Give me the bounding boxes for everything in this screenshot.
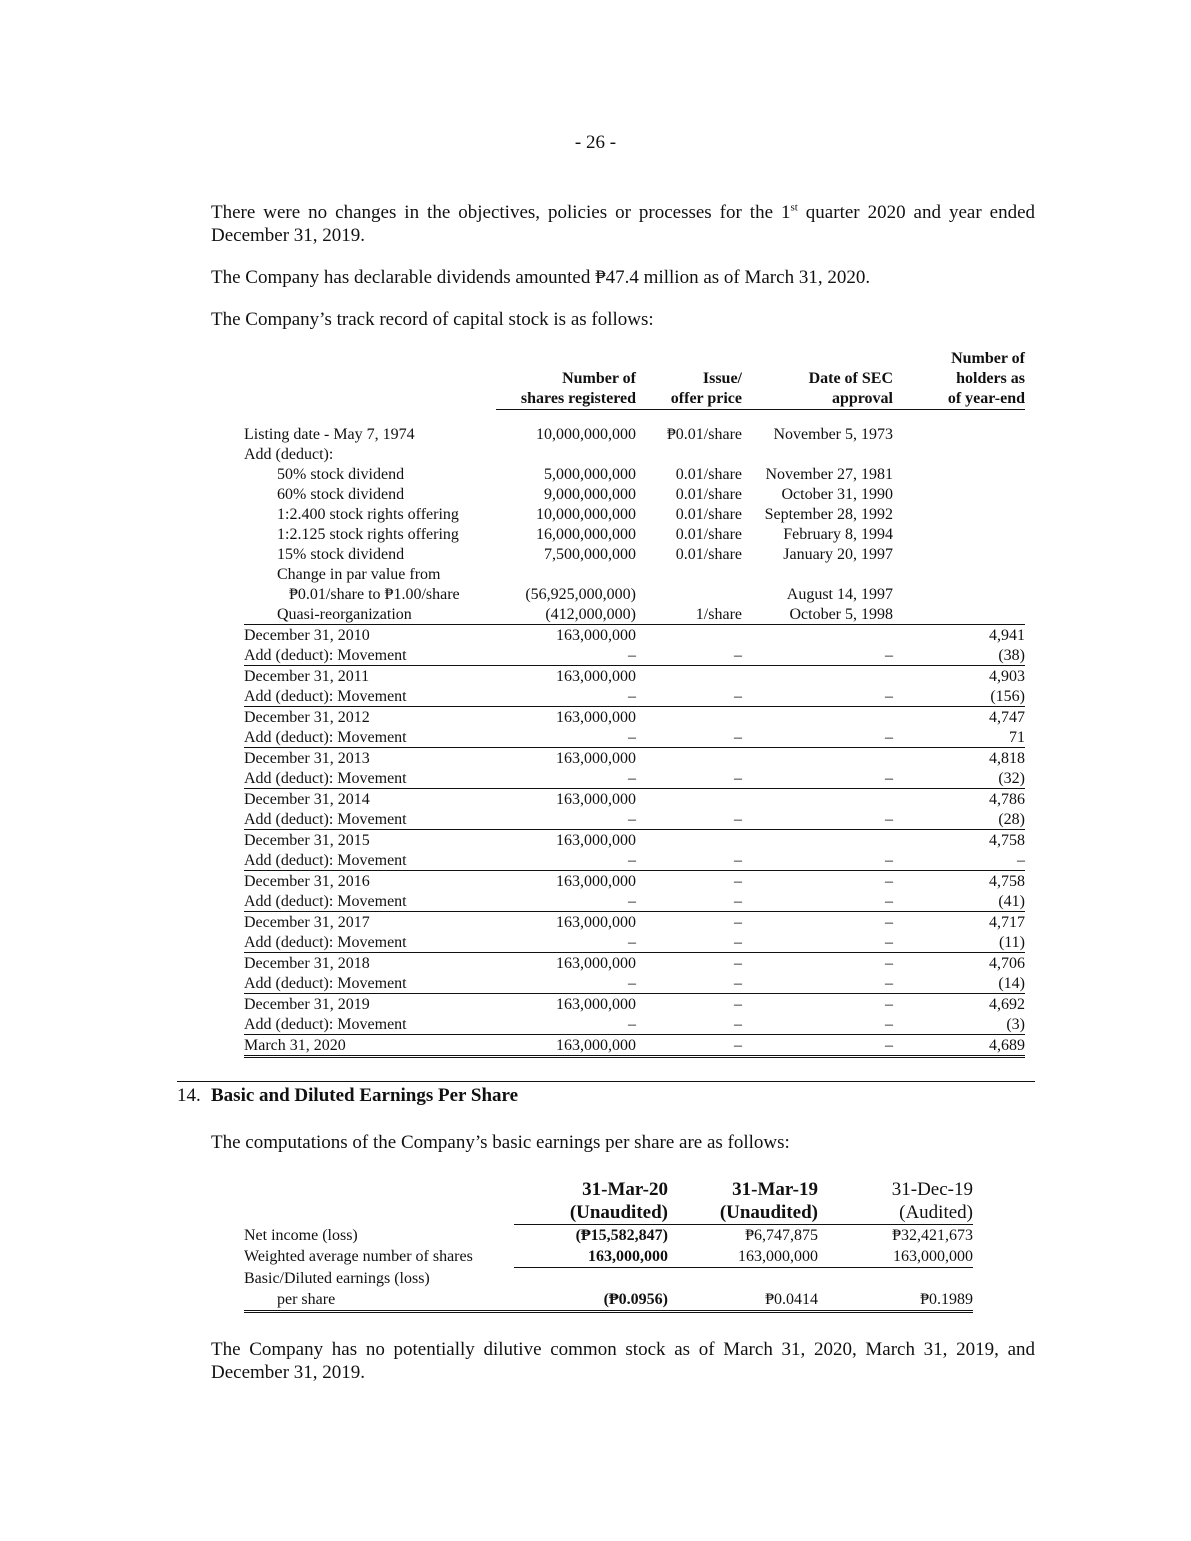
capital-cell-date: – — [742, 1035, 893, 1057]
capital-cell-shares: 163,000,000 — [496, 871, 636, 892]
capital-cell-price: – — [734, 687, 742, 705]
capital-cell-label: December 31, 2019 — [244, 994, 496, 1015]
capital-cell-shares: 5,000,000,000 — [544, 465, 636, 483]
capital-cell-holders: 4,818 — [893, 748, 1025, 769]
capital-cell-shares: 163,000,000 — [496, 707, 636, 728]
capital-cell-shares — [496, 564, 636, 584]
header-date-l2: approval — [742, 389, 893, 410]
eps-value: ₱0.1989 — [818, 1289, 973, 1312]
capital-cell-date — [742, 789, 893, 810]
capital-cell-label: Add (deduct): Movement — [244, 974, 407, 992]
capital-cell-label: Add (deduct): Movement — [244, 810, 407, 828]
capital-cell-holders: 4,786 — [893, 789, 1025, 810]
capital-cell-label: Add (deduct): Movement — [244, 892, 407, 910]
capital-cell-shares: – — [628, 974, 636, 992]
capital-cell-holders: 4,689 — [893, 1035, 1025, 1057]
capital-cell-price — [636, 789, 742, 810]
capital-cell-shares: 10,000,000,000 — [536, 425, 636, 443]
capital-row — [244, 464, 1025, 484]
capital-cell-holders: 4,758 — [893, 830, 1025, 851]
capital-cell-label: Quasi-reorganization — [277, 605, 412, 623]
capital-cell-label: Add (deduct): Movement — [244, 728, 407, 746]
capital-movement-row — [244, 768, 1025, 789]
capital-cell-label: Add (deduct): Movement — [244, 769, 407, 787]
capital-cell-holders: (3) — [1006, 1015, 1025, 1033]
capital-cell-date: – — [742, 953, 893, 974]
capital-cell-date: – — [885, 810, 893, 828]
capital-cell-holders: 4,706 — [893, 953, 1025, 974]
capital-movement-row — [244, 973, 1025, 994]
capital-cell-price: 0.01/share — [675, 525, 742, 543]
capital-year-row — [244, 707, 1025, 728]
capital-cell-shares: – — [628, 769, 636, 787]
capital-cell-label: Add (deduct): — [244, 445, 334, 463]
capital-cell-holders: 4,692 — [893, 994, 1025, 1015]
capital-cell-date: February 8, 1994 — [783, 525, 893, 543]
eps-value: 163,000,000 — [668, 1246, 818, 1268]
capital-cell-shares: 10,000,000,000 — [536, 505, 636, 523]
capital-row — [244, 524, 1025, 544]
capital-cell-date: – — [885, 687, 893, 705]
capital-cell-holders: (11) — [998, 933, 1025, 951]
capital-cell-label: Listing date - May 7, 1974 — [244, 425, 415, 443]
capital-cell-date — [742, 625, 893, 646]
eps-value: 163,000,000 — [514, 1246, 668, 1268]
header-holders-l1: Number of — [951, 350, 1025, 367]
capital-cell-price: 0.01/share — [675, 465, 742, 483]
capital-cell-label: 1:2.125 stock rights offering — [277, 525, 459, 543]
page-number: - 26 - — [574, 132, 617, 153]
capital-cell-price: – — [734, 810, 742, 828]
capital-cell-label: March 31, 2020 — [244, 1035, 496, 1057]
capital-cell-date: – — [742, 994, 893, 1015]
capital-cell-price — [636, 584, 742, 604]
capital-movement-row — [244, 809, 1025, 830]
capital-cell-date — [742, 707, 893, 728]
paragraph-dividends: The Company has declarable dividends amounted ₱47.4 million as of March 31, 2020. — [211, 267, 871, 288]
capital-cell-price: 0.01/share — [675, 485, 742, 503]
capital-early-rows — [244, 410, 1025, 625]
capital-cell-price: – — [636, 912, 742, 933]
section-number: 14. — [177, 1085, 201, 1106]
capital-cell-label: 15% stock dividend — [277, 545, 405, 563]
capital-cell-price: – — [734, 1015, 742, 1033]
capital-cell-label: ₱0.01/share to ₱1.00/share — [289, 585, 460, 603]
capital-cell-price: ₱0.01/share — [666, 425, 742, 443]
section-title: Basic and Diluted Earnings Per Share — [211, 1085, 519, 1106]
capital-cell-holders: (14) — [998, 974, 1025, 992]
capital-year-row — [244, 830, 1025, 851]
capital-cell-shares: 163,000,000 — [496, 666, 636, 687]
capital-cell-shares: – — [628, 687, 636, 705]
capital-cell-label: 1:2.400 stock rights offering — [277, 505, 459, 523]
capital-cell-label: Add (deduct): Movement — [244, 646, 407, 664]
capital-cell-label: December 31, 2011 — [244, 666, 496, 687]
capital-cell-date — [742, 748, 893, 769]
eps-label: Net income (loss) — [244, 1226, 358, 1244]
capital-cell-shares: 7,500,000,000 — [544, 545, 636, 563]
eps-value: (₱15,582,847) — [575, 1227, 668, 1244]
capital-cell-shares: 163,000,000 — [496, 789, 636, 810]
capital-cell-date: – — [885, 646, 893, 664]
capital-cell-date: January 20, 1997 — [783, 545, 893, 563]
eps-col3-date: 31-Dec-19 — [891, 1179, 973, 1200]
capital-cell-shares: 163,000,000 — [496, 994, 636, 1015]
capital-cell-price — [636, 444, 742, 464]
capital-movement-row — [244, 645, 1025, 666]
capital-cell-price: – — [734, 892, 742, 910]
capital-cell-holders: 4,941 — [893, 625, 1025, 646]
capital-row — [244, 444, 1025, 464]
capital-row — [244, 504, 1025, 524]
capital-year-row — [244, 625, 1025, 646]
capital-cell-shares: 163,000,000 — [496, 625, 636, 646]
capital-cell-price: – — [636, 1035, 742, 1057]
capital-cell-holders: 71 — [1009, 728, 1025, 746]
capital-cell-shares: – — [628, 1015, 636, 1033]
capital-cell-shares — [496, 444, 636, 464]
capital-cell-price: 0.01/share — [675, 505, 742, 523]
capital-cell-price: – — [734, 728, 742, 746]
capital-cell-holders: (28) — [998, 810, 1025, 828]
capital-year-row — [244, 789, 1025, 810]
capital-cell-label: December 31, 2010 — [244, 625, 496, 646]
eps-col2-date: 31-Mar-19 — [732, 1179, 818, 1200]
capital-cell-holders: (156) — [990, 687, 1025, 705]
capital-cell-shares: – — [628, 933, 636, 951]
capital-cell-price — [636, 666, 742, 687]
capital-cell-shares: (412,000,000) — [545, 605, 636, 623]
capital-cell-date — [742, 444, 893, 464]
eps-value: ₱6,747,875 — [745, 1227, 818, 1244]
capital-cell-price: 1/share — [695, 605, 742, 623]
capital-cell-price: 0.01/share — [675, 545, 742, 563]
capital-cell-date — [742, 666, 893, 687]
capital-cell-label: December 31, 2013 — [244, 748, 496, 769]
eps-label: per share — [244, 1289, 514, 1312]
eps-label: Basic/Diluted earnings (loss) — [244, 1270, 430, 1287]
capital-cell-shares: 163,000,000 — [496, 1035, 636, 1057]
capital-cell-price — [636, 625, 742, 646]
capital-cell-price — [636, 830, 742, 851]
eps-value: (₱0.0956) — [514, 1289, 668, 1312]
eps-col2-status: (Unaudited) — [668, 1201, 818, 1225]
capital-cell-label: Add (deduct): Movement — [244, 933, 407, 951]
eps-label: Weighted average number of shares — [244, 1248, 473, 1266]
capital-cell-label: December 31, 2018 — [244, 953, 496, 974]
capital-movement-row — [244, 1014, 1025, 1035]
capital-cell-shares: 16,000,000,000 — [536, 525, 636, 543]
capital-cell-date: October 5, 1998 — [789, 605, 893, 623]
capital-cell-label: Add (deduct): Movement — [244, 1015, 407, 1033]
eps-col1-status: (Unaudited) — [514, 1201, 668, 1225]
capital-cell-shares: – — [628, 810, 636, 828]
capital-cell-shares: (56,925,000,000) — [525, 585, 636, 603]
capital-cell-shares: 163,000,000 — [496, 953, 636, 974]
capital-year-rows — [244, 625, 1025, 1057]
header-holders-l3: of year-end — [893, 389, 1025, 410]
paragraph-objectives-text: There were no changes in the objectives, policies or processes for the 1 — [211, 202, 791, 223]
capital-row — [244, 484, 1025, 504]
section-heading — [177, 1085, 518, 1107]
eps-table — [244, 1178, 973, 1313]
eps-row-label — [244, 1268, 973, 1290]
capital-movement-row — [244, 891, 1025, 912]
paragraph-no-dilutive: The Company has no potentially dilutive common stock as of March 31, 2020, March 31, 2019, and December 31, 2019. — [211, 1339, 1035, 1383]
capital-cell-date: – — [885, 769, 893, 787]
eps-row-per-share — [244, 1289, 973, 1312]
eps-value: ₱0.0414 — [668, 1289, 818, 1312]
capital-cell-holders: (38) — [998, 646, 1025, 664]
capital-cell-date: October 31, 1990 — [781, 485, 893, 503]
capital-cell-price: – — [734, 851, 742, 869]
capital-cell-shares: – — [628, 728, 636, 746]
capital-cell-price — [636, 707, 742, 728]
header-price-l2: offer price — [636, 389, 742, 410]
capital-movement-row — [244, 686, 1025, 707]
capital-row — [244, 604, 1025, 625]
capital-cell-shares: – — [628, 646, 636, 664]
capital-cell-date: – — [885, 974, 893, 992]
capital-row — [244, 544, 1025, 564]
capital-cell-date: – — [742, 871, 893, 892]
capital-year-row — [244, 1035, 1025, 1057]
capital-cell-date: – — [885, 933, 893, 951]
capital-cell-price: – — [636, 994, 742, 1015]
capital-cell-label: December 31, 2017 — [244, 912, 496, 933]
eps-col3-status: (Audited) — [818, 1201, 973, 1225]
capital-cell-label: 50% stock dividend — [277, 465, 405, 483]
capital-cell-holders: 4,903 — [893, 666, 1025, 687]
section-divider — [177, 1081, 1035, 1082]
capital-movement-row — [244, 850, 1025, 871]
capital-cell-date: – — [885, 892, 893, 910]
capital-year-row — [244, 912, 1025, 933]
capital-cell-date: September 28, 1992 — [764, 505, 893, 523]
eps-value: 163,000,000 — [818, 1246, 973, 1268]
capital-cell-holders: – — [1017, 851, 1025, 869]
capital-movement-row — [244, 932, 1025, 953]
capital-cell-holders: (41) — [998, 892, 1025, 910]
capital-cell-shares: 163,000,000 — [496, 830, 636, 851]
capital-cell-label: December 31, 2014 — [244, 789, 496, 810]
header-shares-l2: shares registered — [496, 389, 636, 410]
eps-col1-date: 31-Mar-20 — [582, 1179, 668, 1200]
capital-cell-date: – — [885, 1015, 893, 1033]
paragraph-track-record-intro: The Company’s track record of capital stock is as follows: — [211, 309, 654, 330]
paragraph-eps-intro: The computations of the Company’s basic earnings per share are as follows: — [211, 1132, 790, 1153]
capital-year-row — [244, 994, 1025, 1015]
capital-cell-price: – — [734, 933, 742, 951]
capital-cell-holders: 4,758 — [893, 871, 1025, 892]
capital-cell-date — [742, 564, 893, 584]
capital-cell-price: – — [734, 769, 742, 787]
capital-cell-price: – — [636, 871, 742, 892]
capital-row — [244, 584, 1025, 604]
capital-cell-shares: 163,000,000 — [496, 748, 636, 769]
capital-year-row — [244, 953, 1025, 974]
capital-cell-date: November 5, 1973 — [773, 425, 893, 443]
capital-year-row — [244, 666, 1025, 687]
capital-cell-holders: 4,717 — [893, 912, 1025, 933]
capital-cell-date: August 14, 1997 — [786, 585, 893, 603]
paragraph-objectives-text-end: quarter 2020 and year ended December 31, 2019. — [211, 202, 1035, 246]
capital-cell-shares: – — [628, 851, 636, 869]
capital-cell-label: Change in par value from — [277, 565, 441, 583]
capital-cell-label: 60% stock dividend — [277, 485, 405, 503]
header-date-l1: Date of SEC — [808, 370, 893, 387]
capital-cell-price — [636, 564, 742, 584]
capital-cell-label: December 31, 2012 — [244, 707, 496, 728]
capital-cell-price: – — [734, 646, 742, 664]
capital-row — [244, 564, 1025, 584]
capital-cell-label: Add (deduct): Movement — [244, 851, 407, 869]
capital-year-row — [244, 871, 1025, 892]
eps-row-weighted-shares — [244, 1246, 973, 1268]
capital-cell-date: November 27, 1981 — [765, 465, 893, 483]
capital-cell-price — [636, 748, 742, 769]
capital-cell-shares: – — [628, 892, 636, 910]
capital-row — [244, 424, 1025, 444]
capital-cell-label: December 31, 2016 — [244, 871, 496, 892]
eps-row-net-income — [244, 1225, 973, 1247]
capital-cell-date — [742, 830, 893, 851]
capital-cell-price: – — [636, 953, 742, 974]
capital-cell-label: Add (deduct): Movement — [244, 687, 407, 705]
capital-cell-date: – — [742, 912, 893, 933]
header-price-l1: Issue/ — [702, 370, 742, 387]
header-shares-l1: Number of — [562, 370, 636, 387]
capital-movement-row — [244, 727, 1025, 748]
capital-cell-shares: 163,000,000 — [496, 912, 636, 933]
capital-cell-holders: 4,747 — [893, 707, 1025, 728]
capital-cell-holders: (32) — [998, 769, 1025, 787]
paragraph-objectives — [211, 201, 1035, 247]
capital-cell-price: – — [734, 974, 742, 992]
capital-cell-label: December 31, 2015 — [244, 830, 496, 851]
capital-stock-table — [244, 349, 1025, 1058]
capital-cell-date: – — [885, 851, 893, 869]
superscript-st: st — [790, 201, 798, 214]
capital-cell-date: – — [885, 728, 893, 746]
capital-cell-shares: 9,000,000,000 — [544, 485, 636, 503]
eps-value: ₱32,421,673 — [892, 1227, 973, 1244]
header-holders-l2: holders as — [956, 370, 1025, 387]
capital-year-row — [244, 748, 1025, 769]
